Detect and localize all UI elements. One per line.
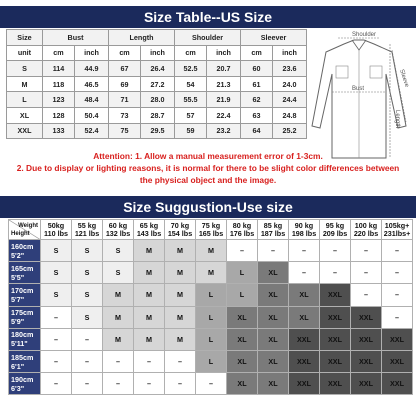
weight-header-cell (72, 220, 103, 240)
height-cm: 180cm (11, 330, 34, 340)
size-suggestion-cell: XXL (320, 328, 351, 350)
size-suggestion-cell: XL (258, 350, 289, 372)
size-suggestion-cell: L (196, 350, 227, 372)
unit-cell: unit (7, 45, 43, 61)
size-suggestion-cell: M (103, 306, 134, 328)
unit-cell: inch (273, 45, 307, 61)
measurement-cell: 23.6 (273, 61, 307, 77)
measurement-cell: 62 (241, 92, 273, 108)
weight-kg: 60 kg (108, 220, 128, 230)
measurement-cell: 52.5 (175, 61, 207, 77)
measurement-cell: 24.0 (273, 76, 307, 92)
table-row (7, 107, 307, 123)
measurement-cell: 28.7 (141, 107, 175, 123)
size-table (6, 29, 307, 139)
size-suggestion-cell: XL (289, 284, 320, 306)
size-suggestion-cell: – (41, 306, 72, 328)
size-suggestion-cell: L (196, 284, 227, 306)
size-suggestion-table (8, 219, 413, 395)
size-suggestion-cell: XXL (351, 350, 382, 372)
unit-cell: cm (241, 45, 273, 61)
size-label-cell: M (7, 76, 43, 92)
weight-lbs: 132 lbs (105, 228, 131, 238)
weight-header-cell (134, 220, 165, 240)
size-suggestion-cell: M (196, 240, 227, 262)
unit-cell: inch (207, 45, 241, 61)
size-suggestion-cell: XL (258, 373, 289, 395)
size-suggestion-cell: XL (227, 350, 258, 372)
height-header-cell (9, 240, 41, 262)
size-suggestion-cell: L (196, 328, 227, 350)
size-suggestion-cell: – (258, 240, 289, 262)
size-suggestion-cell: – (382, 306, 413, 328)
size-suggestion-cell: – (227, 240, 258, 262)
length-label: Length (394, 110, 400, 129)
size-suggestion-cell: XL (227, 328, 258, 350)
attention-note (10, 150, 406, 186)
measurement-cell: 118 (43, 76, 75, 92)
measurement-cell: 55.5 (175, 92, 207, 108)
weight-header-cell (103, 220, 134, 240)
height-ft: 5'7" (11, 294, 25, 304)
weight-header-cell (351, 220, 382, 240)
weight-kg: 90 kg (294, 220, 314, 230)
size-suggestion-cell: – (351, 284, 382, 306)
weight-kg: 65 kg (139, 220, 159, 230)
height-ft: 6'1" (11, 361, 25, 371)
table-row (9, 284, 413, 306)
size-header-row (7, 30, 307, 46)
weight-header-cell (196, 220, 227, 240)
size-table-title: Size Table--US Size (0, 6, 416, 28)
size-suggestion-cell: – (165, 350, 196, 372)
size-suggestion-cell: M (165, 328, 196, 350)
weight-corner-label: Weight (18, 223, 38, 229)
measurement-cell: 64 (241, 123, 273, 139)
measurement-cell: 75 (109, 123, 141, 139)
measurement-cell: 24.4 (273, 92, 307, 108)
size-header-cell: Shoulder (175, 30, 241, 46)
measurement-cell: 114 (43, 61, 75, 77)
measurement-cell: 128 (43, 107, 75, 123)
weight-lbs: 198 lbs (291, 228, 317, 238)
size-suggestion-cell: – (382, 284, 413, 306)
size-suggestion-cell: M (134, 306, 165, 328)
unit-cell: cm (43, 45, 75, 61)
shirt-diagram-svg (306, 30, 412, 170)
measurement-cell: 23.2 (207, 123, 241, 139)
size-suggestion-cell: M (165, 240, 196, 262)
size-suggestion-cell: – (103, 373, 134, 395)
size-suggestion-cell: S (103, 262, 134, 284)
measurement-cell: 29.5 (141, 123, 175, 139)
size-suggestion-cell: XXL (382, 373, 413, 395)
weight-lbs: 110 lbs (44, 228, 68, 238)
size-suggestion-cell: – (41, 350, 72, 372)
attention-line-2: 2. Due to display or lighting reasons, it is normal for there to be slight color differences between the physical object and the image. (16, 163, 400, 185)
size-suggestion-cell: S (72, 284, 103, 306)
weight-header-cell (289, 220, 320, 240)
measurement-cell: 25.2 (273, 123, 307, 139)
unit-cell: inch (141, 45, 175, 61)
size-suggestion-cell: XXL (289, 350, 320, 372)
size-suggestion-cell: XXL (320, 306, 351, 328)
measurement-cell: 48.4 (75, 92, 109, 108)
table-row (7, 76, 307, 92)
height-header-cell (9, 328, 41, 350)
height-cm: 190cm (11, 374, 34, 384)
weight-kg: 105kg+ (384, 220, 410, 230)
measurement-cell: 123 (43, 92, 75, 108)
size-suggestion-cell: S (41, 240, 72, 262)
size-suggestion-cell: S (72, 306, 103, 328)
size-suggestion-cell: – (103, 350, 134, 372)
size-suggestion-cell: S (72, 262, 103, 284)
size-header-cell: Sleever (241, 30, 307, 46)
unit-cell: cm (109, 45, 141, 61)
size-suggestion-cell: M (103, 328, 134, 350)
shirt-diagram (306, 30, 412, 170)
size-suggestion-cell: L (227, 284, 258, 306)
height-cm: 175cm (11, 308, 34, 318)
weight-header-cell (320, 220, 351, 240)
measurement-cell: 50.4 (75, 107, 109, 123)
measurement-cell: 52.4 (75, 123, 109, 139)
measurement-cell: 67 (109, 61, 141, 77)
weight-lbs: 187 lbs (260, 228, 286, 238)
weight-lbs: 154 lbs (167, 228, 193, 238)
height-header-cell (9, 284, 41, 306)
size-suggestion-cell: XXL (351, 328, 382, 350)
weight-lbs: 231lbs+ (383, 228, 411, 238)
size-suggestion-cell: – (351, 240, 382, 262)
height-ft: 5'9" (11, 317, 25, 327)
size-suggestion-cell: M (165, 284, 196, 306)
measurement-cell: 59 (175, 123, 207, 139)
size-suggestion-cell: M (196, 262, 227, 284)
size-suggestion-cell: XL (289, 306, 320, 328)
weight-header-cell (258, 220, 289, 240)
table-corner (9, 220, 41, 240)
table-row (9, 350, 413, 372)
height-corner-label: Height (11, 231, 30, 237)
weight-kg: 100 kg (354, 220, 378, 230)
weight-header-cell (227, 220, 258, 240)
size-suggestion-cell: M (134, 262, 165, 284)
table-row (9, 373, 413, 395)
measurement-cell: 73 (109, 107, 141, 123)
shoulder-label: Shoulder (352, 32, 377, 38)
unit-cell: cm (175, 45, 207, 61)
measurement-cell: 21.9 (207, 92, 241, 108)
table-row (9, 328, 413, 350)
size-suggestion-cell: – (72, 350, 103, 372)
size-suggestion-cell: XXL (382, 328, 413, 350)
size-suggestion-cell: XXL (320, 373, 351, 395)
measurement-cell: 46.5 (75, 76, 109, 92)
size-suggestion-cell: – (382, 240, 413, 262)
size-suggestion-cell: XL (258, 306, 289, 328)
measurement-cell: 20.7 (207, 61, 241, 77)
table-row (9, 240, 413, 262)
size-suggestion-cell: M (165, 306, 196, 328)
size-unit-row (7, 45, 307, 61)
size-suggestion-cell: – (196, 373, 227, 395)
size-suggestion-cell: – (289, 262, 320, 284)
size-suggestion-cell: – (41, 373, 72, 395)
size-label-cell: XXL (7, 123, 43, 139)
size-suggestion-cell: XXL (320, 284, 351, 306)
weight-lbs: 121 lbs (74, 228, 100, 238)
height-cm: 165cm (11, 263, 34, 273)
measurement-cell: 26.4 (141, 61, 175, 77)
size-suggestion-cell: – (289, 240, 320, 262)
height-cm: 160cm (11, 241, 34, 251)
measurement-cell: 44.9 (75, 61, 109, 77)
height-ft: 5'2" (11, 250, 25, 260)
table-row (7, 61, 307, 77)
bust-label: Bust (352, 86, 365, 92)
weight-lbs: 176 lbs (229, 228, 255, 238)
size-suggestion-cell: M (165, 262, 196, 284)
height-ft: 5'5" (11, 272, 25, 282)
size-suggestion-cell: – (165, 373, 196, 395)
size-suggestion-cell: M (134, 240, 165, 262)
height-header-cell (9, 350, 41, 372)
height-header-cell (9, 262, 41, 284)
weight-kg: 75 kg (201, 220, 221, 230)
size-suggestion-cell: – (320, 262, 351, 284)
size-label-cell: L (7, 92, 43, 108)
weight-kg: 95 kg (325, 220, 345, 230)
height-cm: 170cm (11, 285, 34, 295)
measurement-cell: 21.3 (207, 76, 241, 92)
size-suggestion-cell: S (41, 284, 72, 306)
size-suggestion-cell: L (196, 306, 227, 328)
size-suggestion-cell: M (134, 328, 165, 350)
size-suggestion-cell: – (72, 373, 103, 395)
table-row (9, 306, 413, 328)
unit-cell: inch (75, 45, 109, 61)
size-suggestion-cell: XXL (351, 373, 382, 395)
weight-lbs: 143 lbs (136, 228, 162, 238)
weight-kg: 55 kg (77, 220, 97, 230)
size-suggestion-cell: S (41, 262, 72, 284)
table-row (9, 262, 413, 284)
size-suggestion-cell: XXL (382, 350, 413, 372)
height-ft: 6'3" (11, 383, 25, 393)
size-header-cell: Length (109, 30, 175, 46)
size-suggestion-cell: – (72, 328, 103, 350)
size-suggestion-cell: XL (258, 328, 289, 350)
measurement-cell: 61 (241, 76, 273, 92)
size-suggestion-cell: XXL (289, 373, 320, 395)
size-suggestion-cell: M (134, 284, 165, 306)
weight-lbs: 220 lbs (353, 228, 379, 238)
size-suggestion-cell: XXL (320, 350, 351, 372)
weight-lbs: 165 lbs (198, 228, 224, 238)
weight-kg: 80 kg (232, 220, 252, 230)
height-cm: 185cm (11, 352, 34, 362)
measurement-cell: 28.0 (141, 92, 175, 108)
size-suggestion-cell: – (320, 240, 351, 262)
height-ft: 5'11" (11, 339, 28, 349)
table-row (7, 123, 307, 139)
measurement-cell: 27.2 (141, 76, 175, 92)
measurement-cell: 54 (175, 76, 207, 92)
size-header-cell: Bust (43, 30, 109, 46)
size-suggestion-cell: S (103, 240, 134, 262)
sleeve-label: Sleeve (398, 68, 410, 89)
attention-line-1: Attention: 1. Allow a manual measurement error of 1-3cm. (93, 151, 323, 161)
size-suggestion-cell: – (41, 328, 72, 350)
measurement-cell: 133 (43, 123, 75, 139)
weight-kg: 85 kg (263, 220, 283, 230)
height-header-cell (9, 306, 41, 328)
size-header-cell: Size (7, 30, 43, 46)
size-label-cell: S (7, 61, 43, 77)
size-suggestion-cell: XL (258, 262, 289, 284)
measurement-cell: 60 (241, 61, 273, 77)
size-suggestion-cell: XL (227, 373, 258, 395)
measurement-cell: 69 (109, 76, 141, 92)
size-suggestion-cell: XXL (351, 306, 382, 328)
size-suggestion-title: Size Suggustion-Use size (0, 196, 416, 218)
height-header-cell (9, 373, 41, 395)
size-suggestion-cell: – (351, 262, 382, 284)
size-suggestion-cell: XXL (289, 328, 320, 350)
size-label-cell: XL (7, 107, 43, 123)
size-suggestion-cell: L (227, 262, 258, 284)
weight-header-cell (165, 220, 196, 240)
weight-lbs: 209 lbs (322, 228, 348, 238)
size-suggestion-cell: – (382, 262, 413, 284)
measurement-cell: 71 (109, 92, 141, 108)
size-suggestion-cell: XL (227, 306, 258, 328)
size-suggestion-cell: S (72, 240, 103, 262)
weight-header-cell (41, 220, 72, 240)
weight-kg: 50kg (47, 220, 65, 230)
size-suggestion-cell: M (103, 284, 134, 306)
weight-kg: 70 kg (170, 220, 190, 230)
weight-header-cell (382, 220, 413, 240)
measurement-cell: 57 (175, 107, 207, 123)
measurement-cell: 22.4 (207, 107, 241, 123)
size-suggestion-cell: – (134, 373, 165, 395)
table-row (7, 92, 307, 108)
size-suggestion-cell: – (134, 350, 165, 372)
measurement-cell: 63 (241, 107, 273, 123)
size-suggestion-cell: XL (258, 284, 289, 306)
measurement-cell: 24.8 (273, 107, 307, 123)
